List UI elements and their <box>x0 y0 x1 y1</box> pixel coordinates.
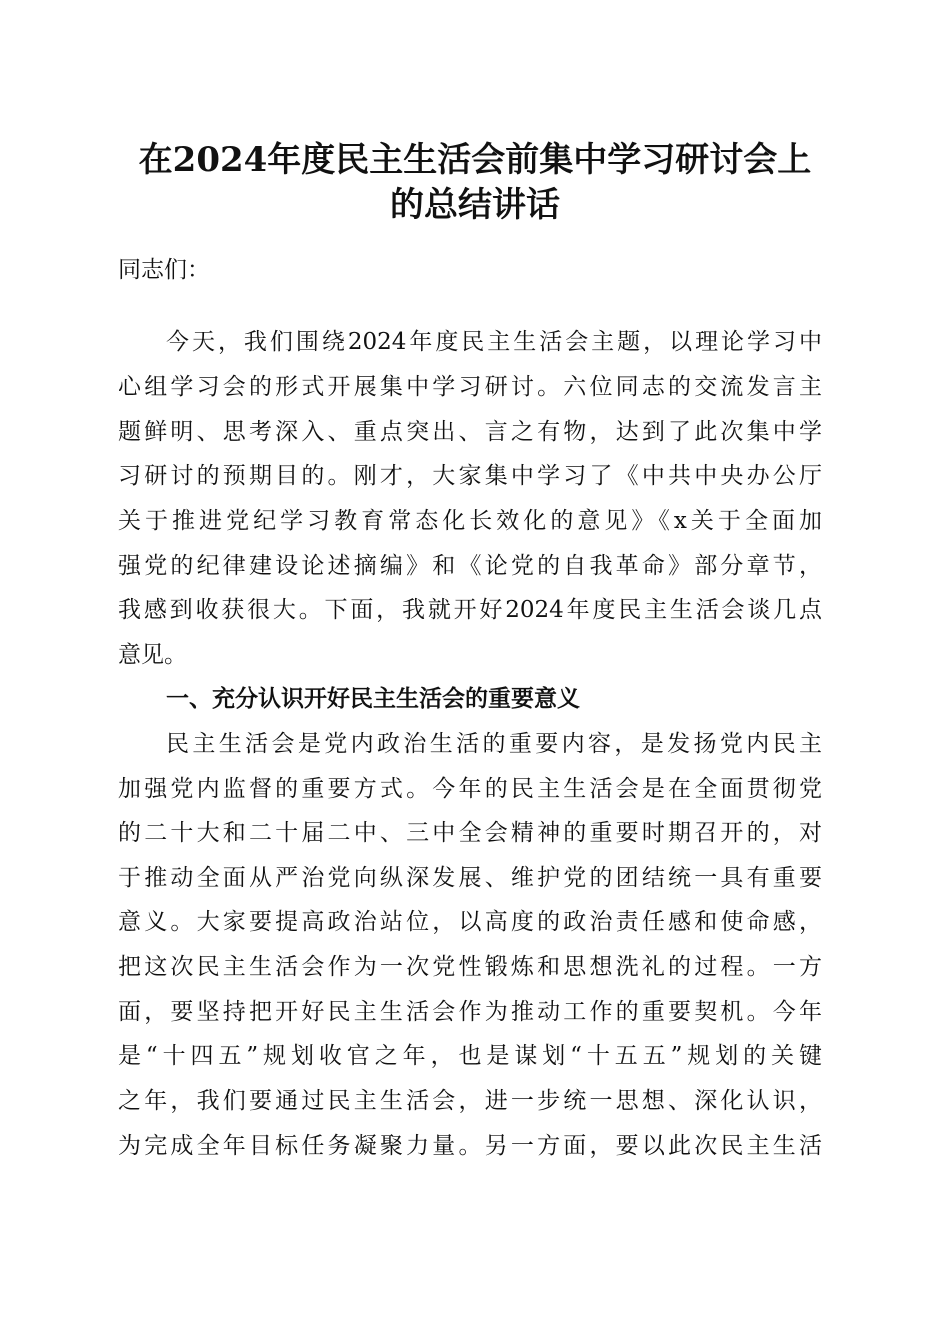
salutation: 同志们： <box>118 257 210 283</box>
paragraph-line: 题鲜明、思考深入、重点突出、言之有物，达到了此次集中学 <box>118 419 822 445</box>
paragraph-line: 心组学习会的形式开展集中学习研讨。六位同志的交流发言主 <box>118 374 822 400</box>
section-heading: 一、充分认识开好民主生活会的重要意义 <box>166 685 580 712</box>
paragraph-line: 把这次民主生活会作为一次党性锻炼和思想洗礼的过程。一方 <box>118 954 822 980</box>
paragraph-line: 的二十大和二十届二中、三中全会精神的重要时期召开的，对 <box>118 820 822 846</box>
document-title-line-1: 在2024年度民主生活会前集中学习研讨会上 <box>138 140 812 180</box>
paragraph-line: 面，要坚持把开好民主生活会作为推动工作的重要契机。今年 <box>118 999 822 1025</box>
document-title-line-2: 的总结讲话 <box>390 185 560 225</box>
paragraph-line: 于推动全面从严治党向纵深发展、维护党的团结统一具有重要 <box>118 865 822 891</box>
paragraph-line: 我感到收获很大。下面，我就开好2024年度民主生活会谈几点 <box>118 597 822 623</box>
paragraph-line: 今天，我们围绕2024年度民主生活会主题，以理论学习中 <box>166 329 822 355</box>
paragraph-line: 为完成全年目标任务凝聚力量。另一方面，要以此次民主生活 <box>118 1133 822 1159</box>
paragraph-line: 关于推进党纪学习教育常态化长效化的意见》《x关于全面加 <box>118 508 822 534</box>
paragraph-line: 之年，我们要通过民主生活会，进一步统一思想、深化认识， <box>118 1088 822 1114</box>
paragraph-line: 民主生活会是党内政治生活的重要内容，是发扬党内民主 <box>166 731 822 757</box>
paragraph-line: 强党的纪律建设论述摘编》和《论党的自我革命》部分章节， <box>118 553 822 579</box>
paragraph-line: 加强党内监督的重要方式。今年的民主生活会是在全面贯彻党 <box>118 776 822 802</box>
paragraph-line: 意见。 <box>118 642 187 668</box>
paragraph-line: 意义。大家要提高政治站位，以高度的政治责任感和使命感， <box>118 909 822 935</box>
paragraph-line: 是“十四五”规划收官之年，也是谋划“十五五”规划的关键 <box>118 1043 822 1069</box>
paragraph-line: 习研讨的预期目的。刚才，大家集中学习了《中共中央办公厅 <box>118 463 822 489</box>
